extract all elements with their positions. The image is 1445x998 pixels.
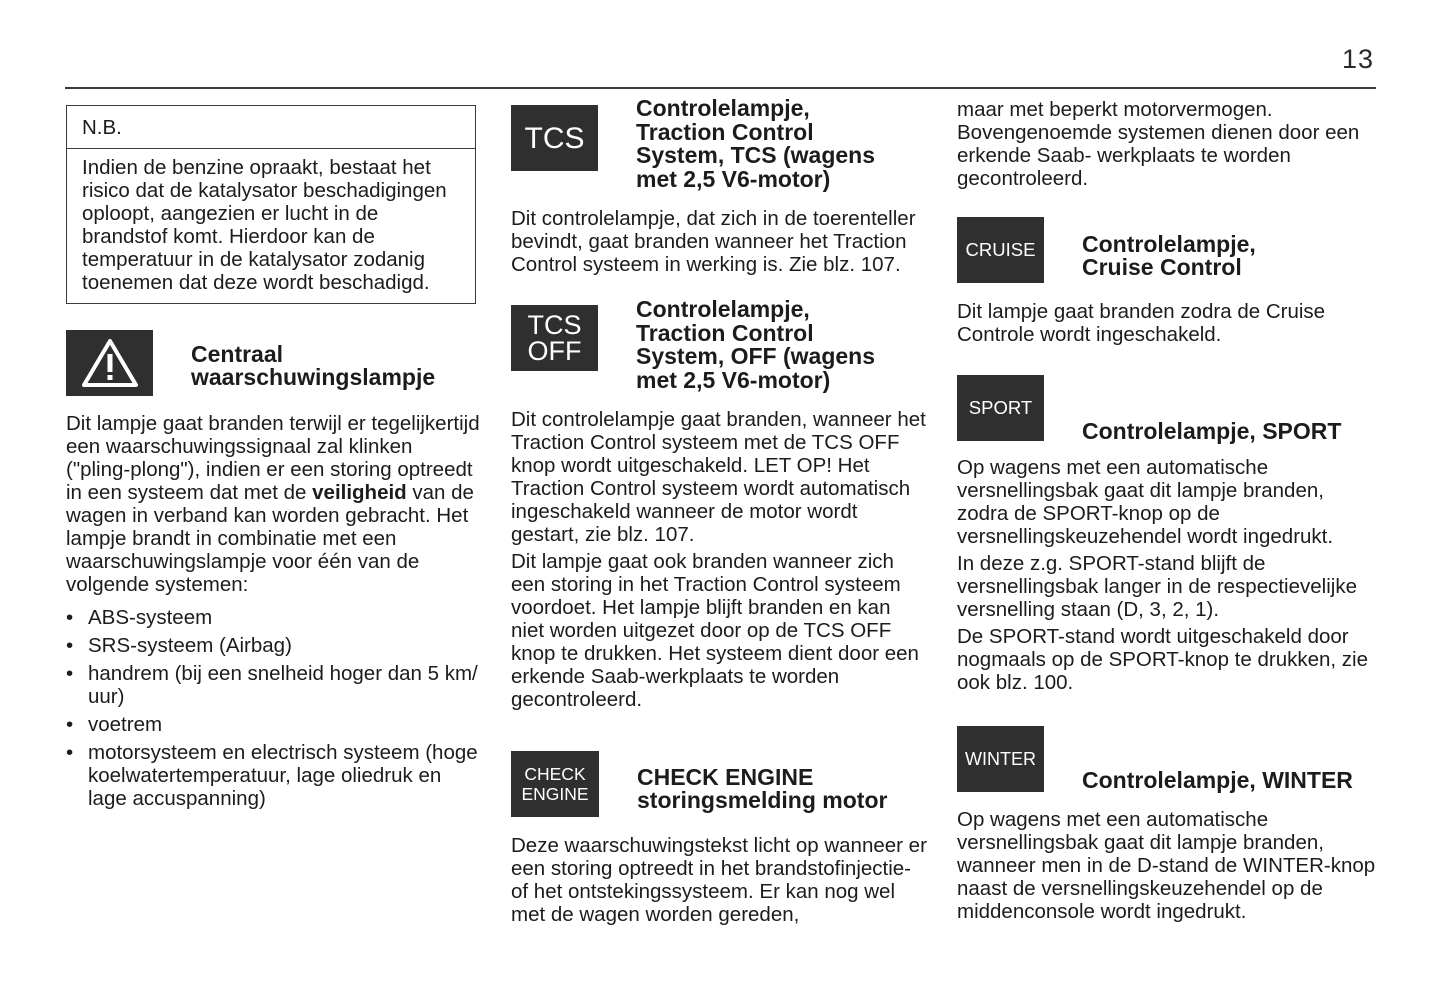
tcs-off-icon (511, 305, 598, 371)
tcs-header (511, 95, 929, 191)
tcs-off-heading (636, 298, 875, 392)
col3-intro-text: maar met beperkt motorvermogen. Bovengenoemde systemen dienen door een erkende Saab- werkplaats te worden gecontroleerd. (957, 98, 1360, 190)
nb-box (66, 105, 476, 304)
nb-text-wrap (67, 149, 475, 303)
sport-text-1: Op wagens met een automatische versnellingsbak gaat dit lampje branden, zodra de SPORT-knop op de versnellingskeuzehendel wordt ingedrukt. (957, 456, 1334, 548)
cruise-heading-line2: Cruise Control (1082, 254, 1242, 280)
sport-heading: Controlelampje, SPORT (1082, 417, 1342, 444)
list-item: • SRS-systeem (Airbag) (66, 634, 480, 657)
tcs-off-icon-line2: OFF (527, 336, 582, 366)
check-engine-icon-line1: CHECK (524, 764, 586, 784)
tcs-text: Dit controlelampje, dat zich in de toerenteller bevindt, gaat branden wanneer het Traction Control systeem in werking is. Zie blz. 107. (511, 207, 916, 276)
winter-header (957, 726, 1377, 792)
cruise-heading (1082, 230, 1256, 280)
tcs-off-header (511, 298, 929, 392)
cruise-header (957, 217, 1377, 283)
cruise-heading-line1: Controlelampje, (1082, 230, 1256, 257)
check-engine-icon (511, 751, 599, 817)
list-item: • handrem (bij een snelheid hoger dan 5 km/ uur) (66, 662, 480, 708)
central-warning-header (66, 330, 480, 396)
tcs-off-heading-line: Controlelampje, (636, 296, 810, 322)
central-warning-text-bold: veiligheid (312, 481, 407, 504)
check-engine-heading-line1: CHECK ENGINE (637, 763, 814, 790)
top-rule (65, 87, 1376, 89)
sport-icon: SPORT (957, 375, 1044, 441)
tcs-off-text-1: Dit controlelampje gaat branden, wanneer het Traction Control systeem met de TCS OFF knop wordt uitgeschakeld. LET OP! Het Traction Control systeem wordt automatisch ingeschakeld wanneer de motor wordt gestart, zie blz. 107. (511, 408, 926, 546)
central-warning-heading-line2: waarschuwingslampje (191, 364, 436, 390)
system-list (66, 606, 480, 810)
tcs-off-heading-line: Traction Control (636, 319, 814, 346)
central-warning-text (66, 412, 480, 596)
check-engine-header (511, 751, 929, 817)
column-middle (511, 95, 929, 926)
list-item: • ABS-systeem (66, 606, 480, 629)
page-number: 13 (1341, 44, 1374, 74)
check-engine-heading (637, 763, 888, 813)
sport-header (957, 375, 1377, 444)
column-left (66, 95, 480, 815)
column-right (957, 95, 1377, 923)
tcs-heading-line: Traction Control (636, 118, 814, 145)
cruise-icon: CRUISE (957, 217, 1044, 283)
check-engine-icon-line2: ENGINE (521, 784, 589, 804)
tcs-off-icon-line1: TCS (527, 310, 582, 340)
winter-text: Op wagens met een automatische versnellingsbak gaat dit lampje branden, wanneer men in de D-stand de WINTER-knop naast de versnellingskeuzehendel op de middenconsole wordt ingedrukt. (957, 808, 1376, 923)
check-engine-text: Deze waarschuwingstekst licht op wanneer er een storing optreedt in het brandstofinjectie- of het ontstekingssysteem. Er kan nog wel met de wagen worden gereden, (511, 834, 927, 926)
sport-text-2: In deze z.g. SPORT-stand blijft de versnellingsbak langer in de respectievelijke versnelling staan (D, 3, 2, 1). (957, 552, 1357, 621)
winter-icon: WINTER (957, 726, 1044, 792)
list-item: • motorsysteem en electrisch systeem (hoge koelwatertemperatuur, lage oliedruk en lage accuspanning) (66, 741, 480, 810)
nb-text: Indien de benzine opraakt, bestaat het risico dat de katalysator beschadigingen oploopt, aangezien er lucht in de brandstof komt. Hierdoor kan de temperatuur in de katalysator zodanig toenemen dat deze wordt beschadigd. (82, 156, 447, 294)
tcs-icon: TCS (511, 105, 598, 171)
cruise-text: Dit lampje gaat branden zodra de Cruise Controle wordt ingeschakeld. (957, 300, 1326, 346)
tcs-heading-line: met 2,5 V6-motor) (636, 165, 831, 192)
central-warning-text-part2: van de wagen in verband kan worden gebracht. Het lampje brandt in combinatie met een waarschuwingslampje voor één van de volgende systemen: (66, 481, 474, 596)
list-item: • voetrem (66, 713, 480, 736)
warning-triangle-icon (66, 330, 153, 396)
tcs-off-heading-line: met 2,5 V6-motor) (636, 366, 831, 393)
winter-heading: Controlelampje, WINTER (1082, 766, 1353, 793)
sport-text-3: De SPORT-stand wordt uitgeschakeld door nogmaals op de SPORT-knop te drukken, zie ook blz. 100. (957, 625, 1368, 694)
tcs-off-heading-line: System, OFF (wagens (636, 343, 876, 369)
central-warning-heading-line1: Centraal (191, 340, 284, 367)
tcs-heading-line: System, TCS (wagens (636, 142, 876, 168)
check-engine-heading-line2: storingsmelding motor (637, 787, 888, 813)
tcs-off-text-2: Dit lampje gaat ook branden wanneer zich een storing in het Traction Control systeem voordoet. Het lampje blijft branden en kan niet worden uitgezet door op de TCS OFF knop te drukken. Het systeem dient door een erkende Saab-werkplaats te worden gecontroleerd. (511, 550, 919, 711)
central-warning-heading (191, 340, 436, 390)
central-warning-text-part1: Dit lampje gaat branden terwijl er tegelijkertijd een waarschuwingssignaal zal klinken ("pling-plong"), indien er een storing optreedt in een systeem dat met de (66, 412, 480, 504)
tcs-heading (636, 97, 875, 191)
tcs-heading-line: Controlelampje, (636, 95, 810, 121)
nb-heading: N.B. (67, 106, 475, 149)
